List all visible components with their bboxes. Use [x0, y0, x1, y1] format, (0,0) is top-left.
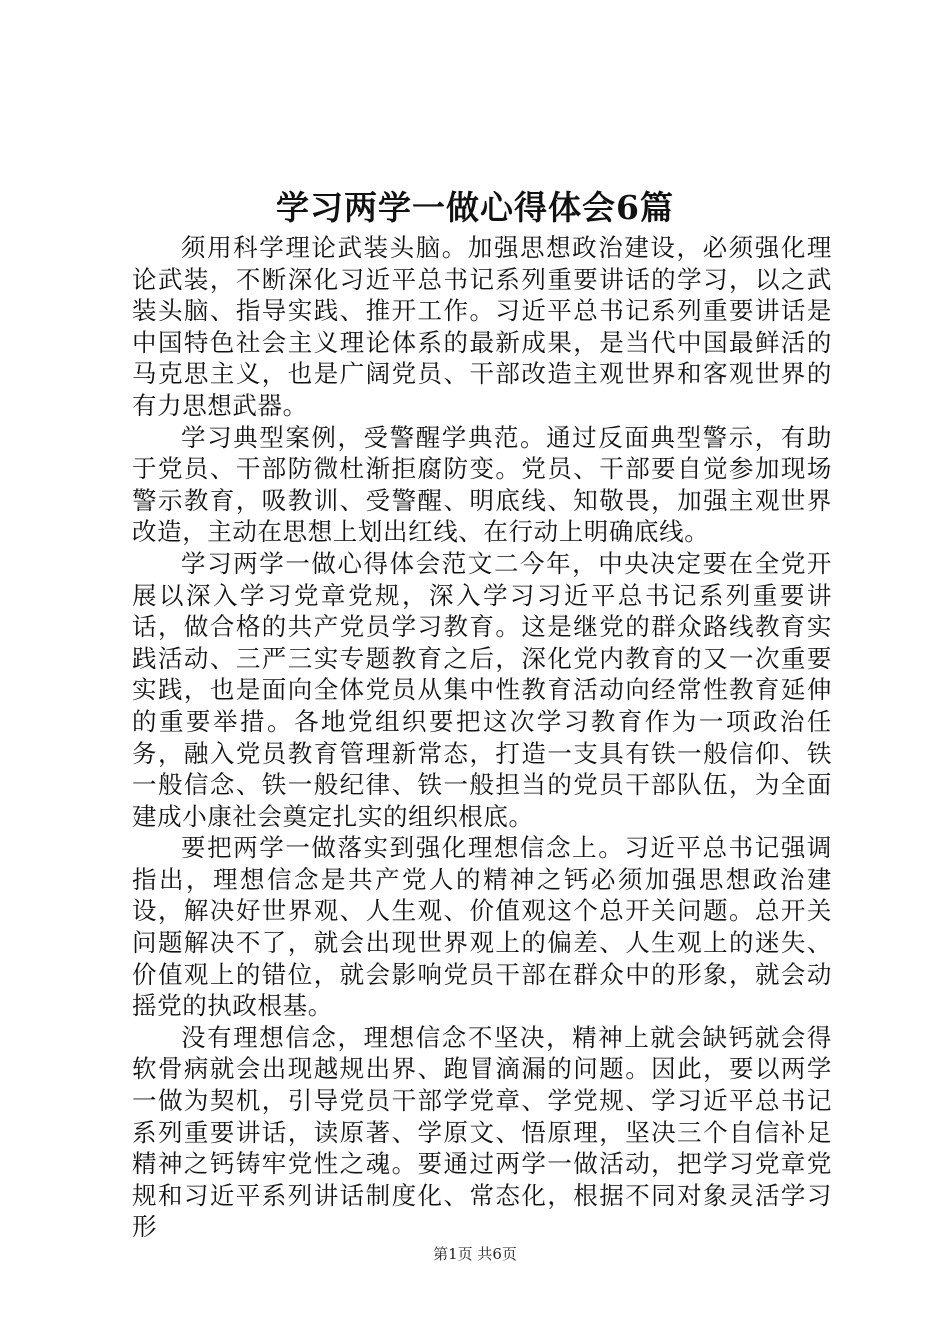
- page-footer: 第1页 共6页: [433, 1245, 517, 1263]
- paragraph: 学习典型案例，受警醒学典范。通过反面典型警示，有助于党员、干部防微杜渐拒腐防变。党员、干部要自觉参加现场警示教育，吸教训、受警醒、明底线、知敬畏，加强主观世界改造，主动在思想上划出红线、在行动上明确底线。: [132, 422, 832, 547]
- paragraph: 要把两学一做落实到强化理想信念上。习近平总书记强调指出，理想信念是共产党人的精神之钙必须加强思想政治建设，解决好世界观、人生观、价值观这个总开关问题。总开关问题解决不了，就会出现世界观上的偏差、人生观上的迷失、价值观上的错位，就会影响党员干部在群众中的形象，就会动摇党的执政根基。: [132, 833, 832, 1021]
- document-title: 学习两学一做心得体会6篇: [276, 188, 674, 227]
- paragraph: 学习两学一做心得体会范文二今年，中央决定要在全党开展以深入学习党章党规，深入学习习近平总书记系列重要讲话，做合格的共产党员学习教育。这是继党的群众路线教育实践活动、三严三实专题教育之后，深化党内教育的又一次重要实践，也是面向全体党员从集中性教育活动向经常性教育延伸的重要举措。各地党组织要把这次学习教育作为一项政治任务，融入党员教育管理新常态，打造一支具有铁一般信仰、铁一般信念、铁一般纪律、铁一般担当的党员干部队伍，为全面建成小康社会奠定扎实的组织根底。: [132, 548, 832, 831]
- paragraph: 没有理想信念，理想信念不坚决，精神上就会缺钙就会得软骨病就会出现越规出界、跑冒滴漏的问题。因此，要以两学一做为契机，引导党员干部学党章、学党规、学习近平总书记系列重要讲话，读原著、学原文、悟原理，坚决三个自信补足精神之钙铸牢党性之魂。要通过两学一做活动，把学习党章党规和习近平系列讲话制度化、常态化，根据不同对象灵活学习形: [132, 1022, 832, 1242]
- paragraph: 须用科学理论武装头脑。加强思想政治建设，必须强化理论武装，不断深化习近平总书记系列重要讲话的学习，以之武装头脑、指导实践、推开工作。习近平总书记系列重要讲话是中国特色社会主义理论体系的最新成果，是当代中国最鲜活的马克思主义，也是广阔党员、干部改造主观世界和客观世界的有力思想武器。: [132, 233, 832, 420]
- document-body: [132, 232, 832, 1243]
